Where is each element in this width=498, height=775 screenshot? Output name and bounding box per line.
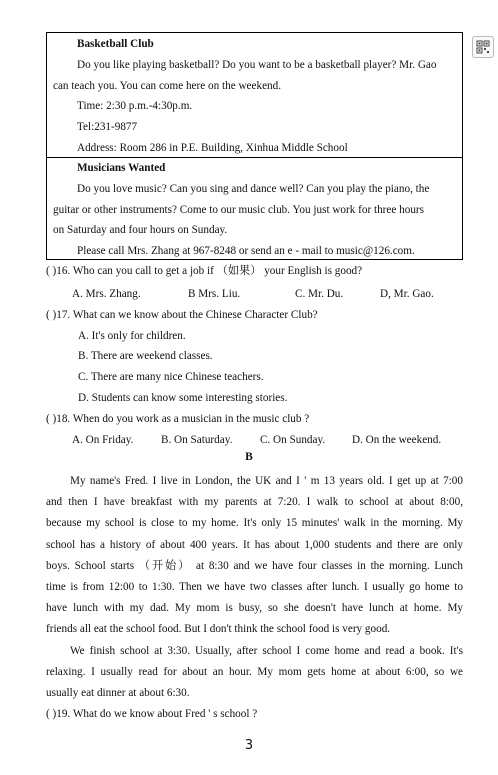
question-19-stem: ( )19. What do we know about Fred ' s school ? — [46, 708, 258, 720]
passage-line: boys. School starts （开始） at 8:30 and we have four classes in the morning. Lunch — [46, 559, 463, 572]
passage-line: have lunch with my dad. My mom is busy, so she doesn't have lunch at home. My — [46, 602, 463, 615]
notice-line: Do you like playing basketball? Do you want to be a basketball player? Mr. Gao — [77, 58, 437, 71]
passage-line: because my school is close to my home. It's only 15 minutes' walk in the morning. My — [46, 517, 463, 530]
notice-title: Musicians Wanted — [77, 162, 166, 174]
grid-qr-icon[interactable] — [472, 36, 494, 58]
notice-title: Basketball Club — [77, 38, 154, 50]
passage-line: school has a history of about 400 years. It has about 1,000 students and there are only — [46, 538, 463, 551]
notice-line: can teach you. You can come here on the weekend. — [53, 79, 282, 92]
notice-line: on Saturday and four hours on Sunday. — [53, 224, 228, 237]
notice-time: Time: 2:30 p.m.-4:30p.m. — [77, 100, 193, 113]
question-16-stem: ( )16. Who can you call to get a job if （如果） your English is good? — [46, 265, 363, 277]
musicians-wanted-notice — [46, 157, 463, 260]
option-a: A. On Friday. — [72, 434, 134, 446]
option-b: B. There are weekend classes. — [78, 350, 213, 362]
notice-contact: Please call Mrs. Zhang at 967-8248 or send an e - mail to music@126.com. — [77, 245, 415, 258]
option-c: C. Mr. Du. — [295, 288, 344, 300]
notice-address: Address: Room 286 in P.E. Building, Xinhua Middle School — [77, 141, 348, 154]
question-18-stem: ( )18. When do you work as a musician in the music club ? — [46, 413, 310, 425]
passage-line: relaxing. I usually read for about an hour. My mom gets home at about 6:00, so we — [46, 666, 463, 679]
passage-paragraph-1 — [46, 471, 463, 641]
option-d: D. Students can know some interesting stories. — [78, 392, 288, 404]
notice-tel: Tel:231-9877 — [77, 121, 138, 134]
option-c: C. On Sunday. — [260, 434, 326, 446]
option-d: D, Mr. Gao. — [380, 288, 434, 300]
notice-line: guitar or other instruments? Come to our music club. You just work for three hours — [53, 203, 424, 216]
page-number: 3 — [244, 738, 254, 753]
basketball-club-notice — [46, 32, 463, 158]
section-heading: B — [245, 451, 253, 463]
passage-line: time is from 12:00 to 1:30. Then we have two classes after lunch. I usually go home to — [46, 581, 463, 594]
passage-line: usually eat dinner at about 6:30. — [46, 687, 190, 700]
passage-line: friends all eat the school food. But I don't think the school food is very good. — [46, 623, 391, 636]
option-c: C. There are many nice Chinese teachers. — [78, 371, 264, 383]
passage-line: My name's Fred. I live in London, the UK and I ' m 13 years old. I get up at 7:00 — [70, 475, 463, 487]
notice-line: Do you love music? Can you sing and dance well? Can you play the piano, the — [77, 182, 430, 195]
question-17-stem: ( )17. What can we know about the Chinese Character Club? — [46, 309, 318, 321]
passage-line: We finish school at 3:30. Usually, after school I come home and read a book. It's — [70, 645, 463, 657]
option-b: B Mrs. Liu. — [188, 288, 241, 300]
passage-line: and then I have breakfast with my parents at 7:20. I walk to school at about 8:00, — [46, 496, 463, 509]
option-a: A. Mrs. Zhang. — [72, 288, 141, 300]
option-a: A. It's only for children. — [78, 330, 186, 342]
passage-paragraph-2 — [46, 641, 463, 705]
option-d: D. On the weekend. — [352, 434, 442, 446]
option-b: B. On Saturday. — [161, 434, 233, 446]
